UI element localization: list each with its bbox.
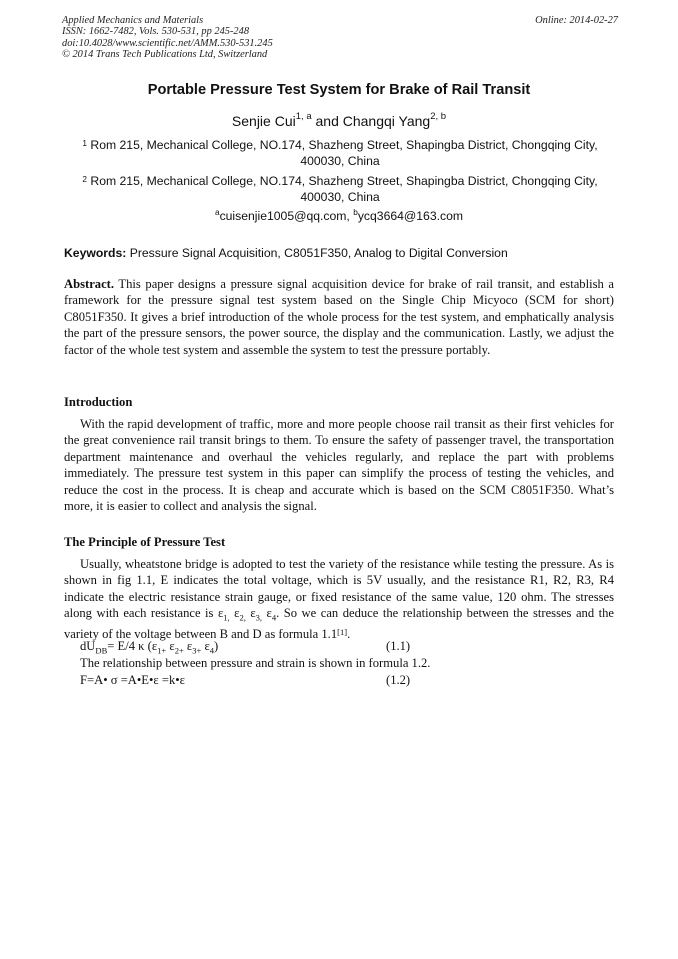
abstract-text: This paper designs a pressure signal acquisition device for brake of rail transit, and establish a framework for the pressure signal test system based on the Single Chip Micyoco (SCM for short) C8051F350. It gives a brief introduction of the whole process for the test system, and emphatically analysis the part of the pressure sensors, the power source, the display and the communication. Lastly, we adjust the factor of the whole test system and assemble the system to test the pressure portably. (64, 277, 614, 357)
introduction-text: With the rapid development of traffic, more and more people choose rail transit as their first vehicles for the great convenience rail transit brings to them. To ensure the safety of passenger travel, the transportation department maintenance and overhaul the vehicles regularly, and replace the part with problems immediately. The pressure test system in this paper can simplify the process of testing the vehicles, and reduce the cost in the process. It is cheap and accurate which is based on the SCM C8051F350. What’s more, it is easier to collect and analysis the signal. (64, 417, 614, 514)
affiliation-1-text: Rom 215, Mechanical College, NO.174, Shazheng Street, Shapingba District, Chongqing City, (90, 138, 598, 152)
affiliation-2-line2: 400030, China (300, 190, 380, 204)
author-1: Senjie Cui (231, 113, 296, 129)
formula-1-1: $dU_{DB}= E/4$ κ ($\varepsilon_{1+}$ $\varepsilon_{2+}$ $\varepsilon_{3+}$ $\varepsilon_4$) (80, 639, 219, 656)
principle-heading: The Principle of Pressure Test (64, 535, 226, 549)
keywords-text: Pressure Signal Acquisition, C8051F350, Analog to Digital Conversion (126, 246, 508, 260)
author-2-marker: 2, b (430, 111, 447, 123)
copyright-line: © 2014 Trans Tech Publications Ltd, Switzerland (62, 49, 268, 61)
affiliation-2-text: Rom 215, Mechanical College, NO.174, Shazheng Street, Shapingba District, Chongqing City, (90, 174, 598, 188)
email-line (0, 209, 678, 223)
doi-line: doi:10.4028/www.scientific.net/AMM.530-531.245 (62, 37, 273, 49)
email-a[interactable]: cuisenjie1005@qq.com, (219, 209, 354, 223)
email-a-marker: a (214, 207, 220, 218)
introduction-heading: Introduction (64, 395, 133, 409)
keywords (64, 246, 508, 260)
formula-1-1-number: (1.1) (386, 639, 411, 653)
abstract (64, 276, 614, 358)
email-b[interactable]: ycq3664@163.com (357, 209, 464, 223)
author-2: Changqi Yang (342, 113, 431, 129)
formula-1-2-number: (1.2) (386, 673, 411, 687)
relation-text: The relationship between pressure and strain is shown in formula 1.2. (80, 656, 431, 670)
affiliation-1-number: 1 (82, 138, 88, 149)
abstract-label: Abstract. (64, 277, 115, 291)
citation-1[interactable]: [1] (337, 627, 348, 638)
keywords-label: Keywords: (64, 246, 127, 260)
author-line (0, 113, 678, 129)
journal-name: Applied Mechanics and Materials (62, 15, 204, 26)
online-date: Online: 2014-02-27 (535, 15, 618, 26)
principle-text: Usually, wheatstone bridge is adopted to test the variety of the resistance while testing the pressure. As is shown in fig 1.1, E indicates the total voltage, which is 5V usually, and the resistance R1, R2, R3, R4 indicate the electric resistance strain gauge, or fixed resistance of the same value, 120 ohm. The stresses along with each resistance is $\varepsilon_{1,}$ $\varepsilon_{2,}$ $\varepsilon_{3,}$ $\varepsilon_4$. So we can deduce the relationship between the stresses and the variety of the voltage between B and D as formula 1.1[1]. (64, 557, 615, 642)
affiliation-1 (66, 137, 614, 169)
email-b-marker: b (353, 207, 358, 218)
journal-header (62, 15, 618, 61)
affiliation-2 (66, 173, 614, 205)
author-1-marker: 1, a (295, 111, 312, 123)
formula-1-2: F=A• σ =A•E•ε =k•ε (80, 673, 185, 687)
issn-line: ISSN: 1662-7482, Vols. 530-531, pp 245-248 (62, 26, 250, 38)
paper-title: Portable Pressure Test System for Brake of Rail Transit (147, 82, 531, 98)
author-conjunction: and (311, 113, 343, 129)
affiliation-1-line2: 400030, China (300, 154, 380, 168)
affiliation-2-number: 2 (82, 174, 88, 185)
